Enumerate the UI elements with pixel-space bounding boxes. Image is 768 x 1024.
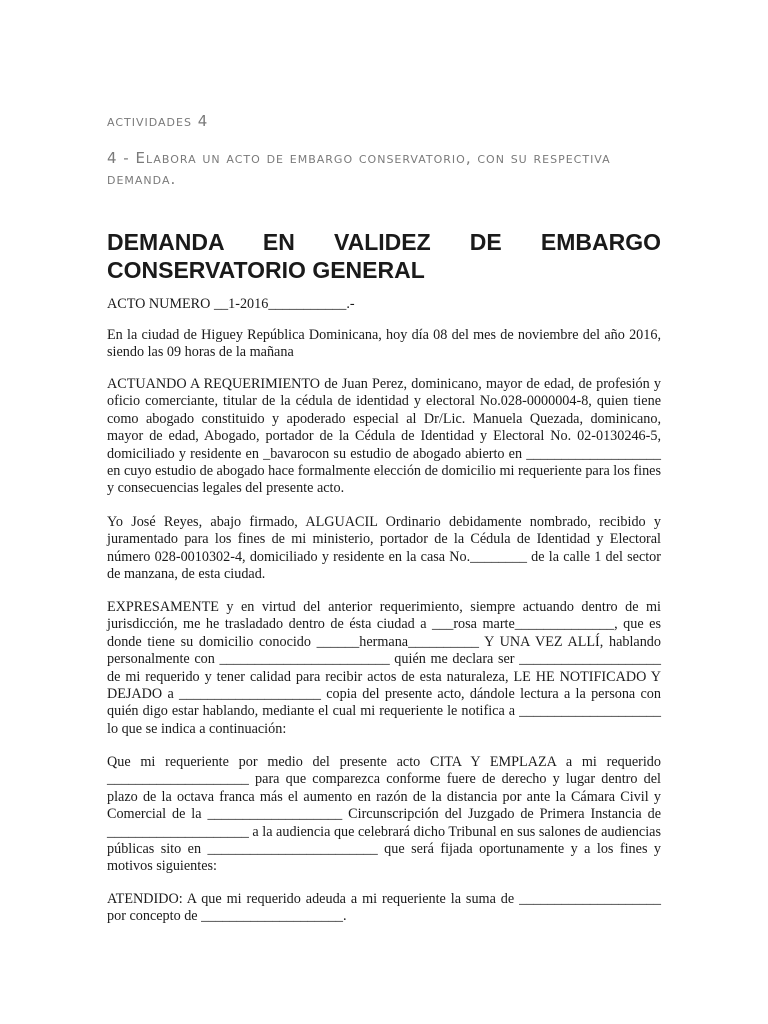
document-heading-line-1: DEMANDA EN VALIDEZ DE EMBARGO (107, 229, 661, 255)
summons-paragraph: Que mi requeriente por medio del presente acto CITA Y EMPLAZA a mi requerido ____________________ para que comparezca conforme fuere de derecho y lugar dentro del plazo de la octava franca más el aumento en razón de la distancia por ante la Cámara Civil y Comercial de la ___________________ Circunscripción del Juzgado de Primera Instancia de ____________________ a la audiencia que celebrará dicho Tribunal en sus salones de audiencias públicas sito en ________________________ que será fijada oportunamente y a los fines y motivos siguientes: (107, 754, 661, 875)
activity-subtitle: 4 - Elabora un acto de embargo conservatorio, con su respectiva demanda. (107, 149, 611, 188)
bailiff-paragraph: Yo José Reyes, abajo firmado, ALGUACIL Ordinario debidamente nombrado, recibido y juramentado para los fines de mi ministerio, portador de la Cédula de Identidad y Electoral número 028-0010302-4, domiciliado y residente en la casa No.________ de la calle 1 del sector de manzana, de esta ciudad. (107, 514, 661, 583)
activity-title: actividades 4 (107, 112, 209, 130)
document-heading-line-2: CONSERVATORIO GENERAL (107, 257, 425, 283)
date-paragraph: En la ciudad de Higuey República Dominicana, hoy día 08 del mes de noviembre del año 2016, siendo las 09 horas de la mañana (107, 327, 661, 361)
document-heading (107, 228, 661, 284)
considering-paragraph: ATENDIDO: A que mi requerido adeuda a mi requeriente la suma de ____________________ por concepto de ____________________. (107, 891, 661, 925)
notification-paragraph: EXPRESAMENTE y en virtud del anterior requerimiento, siempre actuando dentro de mi jurisdicción, me he trasladado dentro de ésta ciudad a ___rosa marte______________, que es donde tiene su domicilio conocido ______hermana__________ Y UNA VEZ ALLÍ, hablando personalmente con ________________________ quién me declara ser ____________________ de mi requerido y tener calidad para recibir actos de esta naturaleza, LE HE NOTIFICADO Y DEJADO a ____________________ copia del presente acto, dándole lectura a la persona con quién digo estar hablando, mediante el cual mi requeriente le notifica a ____________________ lo que se indica a continuación: (107, 599, 661, 737)
act-number-paragraph: ACTO NUMERO __1-2016___________.- (107, 296, 355, 312)
requirement-paragraph: ACTUANDO A REQUERIMIENTO de Juan Perez, dominicano, mayor de edad, de profesión y oficio comerciante, titular de la cédula de identidad y electoral No.028-0000004-8, quien tiene como abogado constituido y apoderado especial al Dr/Lic. Manuela Quezada, dominicano, mayor de edad, Abogado, portador de la Cédula de Identidad y Electoral No. 02-0130246-5, domiciliado y residente en _bavarocon su estudio de abogado abierto en ___________________ en cuyo estudio de abogado hace formalmente elección de domicilio mi requeriente para los fines y consecuencias legales del presente acto. (107, 376, 661, 497)
